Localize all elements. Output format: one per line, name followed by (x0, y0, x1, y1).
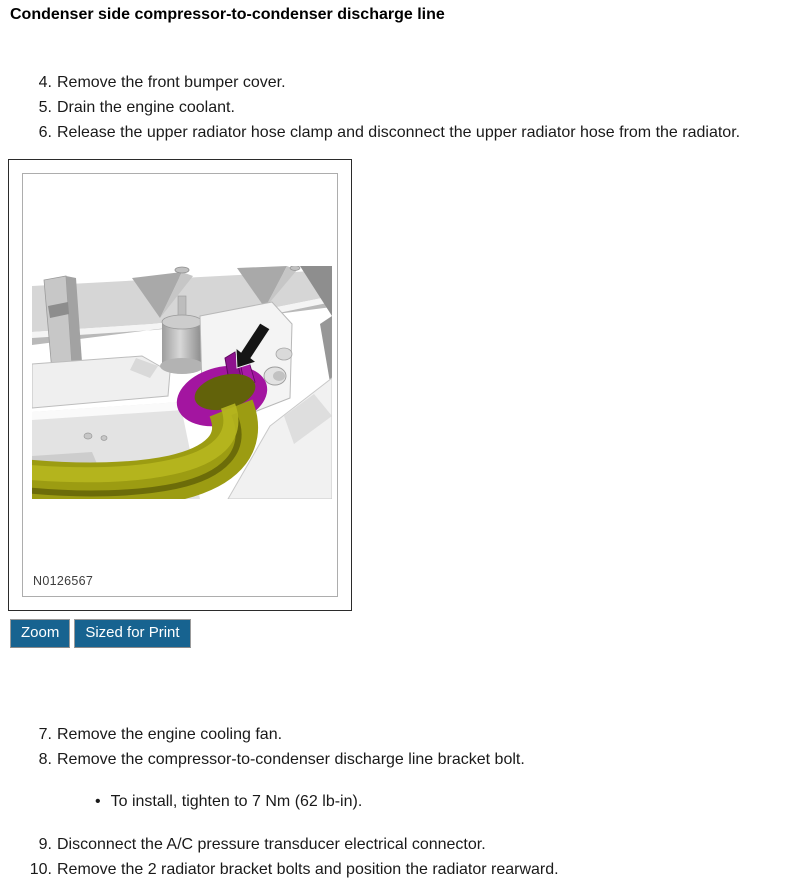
procedure-step (0, 95, 795, 120)
step-number: 4. (38, 74, 52, 91)
plate-hole (175, 267, 189, 273)
procedure-step (0, 120, 795, 145)
step-text: Release the upper radiator hose clamp and disconnect the upper radiator hose from the radiator. (57, 124, 741, 141)
sized-for-print-button[interactable]: Sized for Print (74, 619, 190, 648)
step-number: 6. (38, 124, 52, 141)
procedure-step (0, 722, 795, 747)
bullet-icon: • (95, 793, 101, 811)
step-text: Remove the 2 radiator bracket bolts and position the radiator rearward. (57, 861, 559, 879)
procedure-steps-middle (0, 722, 795, 772)
procedure-steps-bottom (0, 832, 795, 882)
step-number: 5. (38, 99, 52, 116)
install-note-bullet (95, 789, 795, 814)
procedure-step (0, 857, 795, 882)
procedure-steps-top (0, 70, 795, 145)
procedure-step (0, 70, 795, 95)
install-note-text: To install, tighten to 7 Nm (62 lb-in). (110, 793, 363, 811)
figure-inner-frame (22, 173, 338, 597)
step-number: 7. (38, 726, 52, 744)
page-title: Condenser side compressor-to-condenser discharge line (10, 6, 445, 23)
figure-id-label: N0126567 (33, 574, 94, 588)
zoom-button[interactable]: Zoom (10, 619, 70, 648)
procedure-step (0, 832, 795, 857)
figure-button-row (10, 619, 795, 648)
step-text: Remove the front bumper cover. (57, 74, 286, 91)
step-text: Remove the engine cooling fan. (57, 726, 283, 744)
step-number: 9. (38, 836, 52, 854)
step-text: Remove the compressor-to-condenser discharge line bracket bolt. (57, 751, 525, 769)
step-number: 8. (38, 751, 52, 769)
step-text: Disconnect the A/C pressure transducer electrical connector. (57, 836, 486, 854)
hose-clamp-illustration (32, 266, 332, 499)
procedure-step (0, 747, 795, 772)
step-number: 10. (29, 861, 52, 879)
figure-frame (8, 159, 352, 611)
step-text: Drain the engine coolant. (57, 99, 235, 116)
